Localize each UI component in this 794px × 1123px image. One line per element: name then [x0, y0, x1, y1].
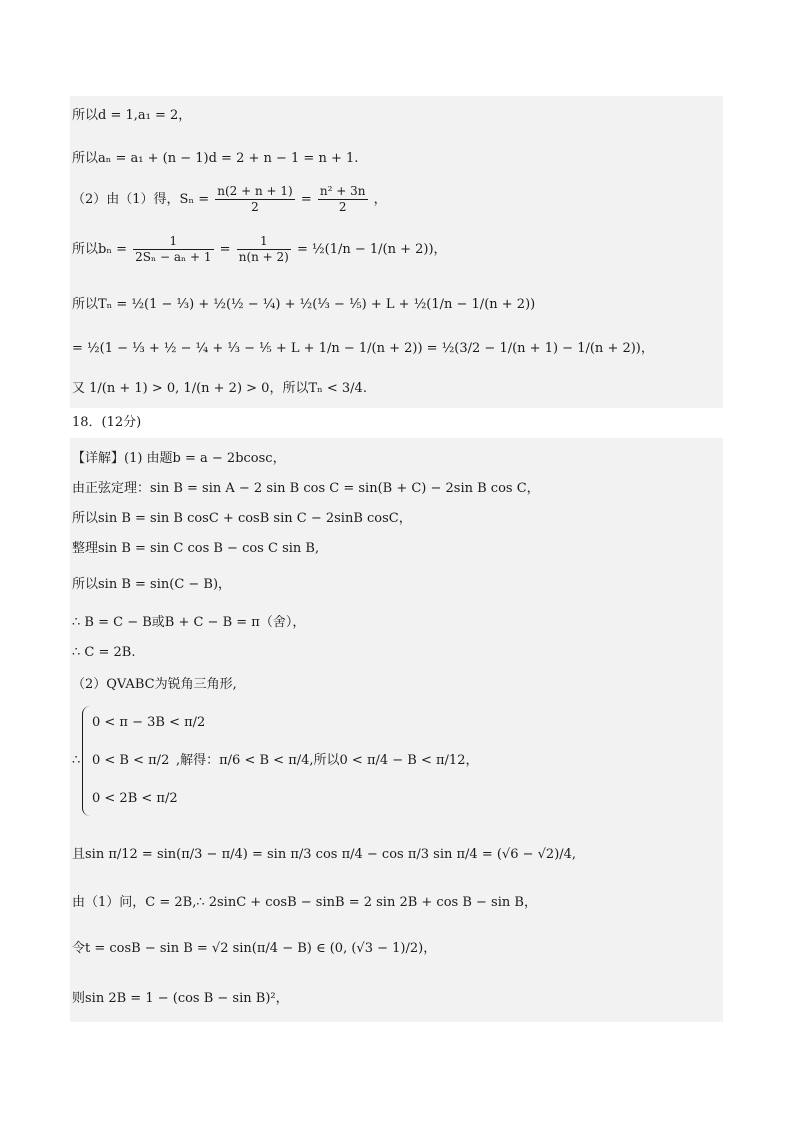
sn-fraction-1-num: n(2 + n + 1) — [217, 184, 293, 198]
detail-line-5: 所以sin B = sin(C − B)， — [72, 577, 232, 592]
solution-line-sn — [72, 184, 387, 215]
system-therefore: ∴ — [72, 753, 81, 768]
system-brace — [82, 706, 91, 816]
sn-fraction-1-den: 2 — [251, 200, 259, 214]
comma: ， — [373, 192, 387, 207]
system-ineq-3: 0 < 2B < π/2 — [92, 791, 178, 806]
sn-fraction-2 — [318, 184, 368, 215]
detail-line-6: ∴ B = C − B或B + C − B = π（舍）， — [72, 615, 306, 630]
bn-fraction-1-num: 1 — [133, 234, 213, 250]
sn-fraction-2-den: 2 — [338, 200, 347, 214]
bn-fraction-2-num: 1 — [237, 234, 291, 250]
equals-sign: = — [300, 192, 312, 207]
bn-fraction-1 — [133, 234, 213, 265]
detail-line-4: 整理sin B = sin C cos B − cos C sin B, — [72, 541, 320, 556]
system-ineq-1: 0 < π − 3B < π/2 — [92, 715, 206, 730]
solution-line-bn — [72, 234, 447, 265]
bn-fraction-2 — [237, 234, 291, 265]
detail-line-12: 则sin 2B = 1 − (cos B − sin B)²， — [72, 991, 289, 1006]
equals-sign: = — [219, 242, 231, 257]
detail-line-3: 所以sin B = sin B cosC + cosB sin C − 2sinB cosC， — [72, 511, 412, 526]
solution-line-tn-telescope: = ½(1 − ⅓ + ½ − ¼ + ⅓ − ⅕ + L + 1/n − 1/(n + 2)) = ½(3/2 − 1/(n + 1) − 1/(n + 2))， — [72, 341, 654, 356]
system-result: ,解得：π/6 < B < π/4,所以0 < π/4 − B < π/12， — [176, 753, 479, 768]
detail-line-9: 且sin π/12 = sin(π/3 − π/4) = sin π/3 cos π/4 − cos π/3 sin π/4 = (√6 − √2)/4, — [72, 847, 577, 862]
detail-line-10: 由（1）问，C = 2B,∴ 2sinC + cosB − sinB = 2 sin 2B + cos B − sin B， — [72, 895, 537, 910]
solution-line-an: 所以aₙ = a₁ + (n − 1)d = 2 + n − 1 = n + 1. — [72, 151, 359, 166]
system-ineq-2: 0 < B < π/2 — [92, 753, 170, 768]
detail-line-1: 【详解】(1) 由题b = a − 2bcosc， — [72, 451, 286, 466]
solution-line-d-a1: 所以d = 1,a₁ = 2， — [72, 108, 192, 123]
bn-fraction-2-den: n(n + 2) — [238, 250, 289, 264]
bn-prefix: 所以bₙ = — [72, 242, 127, 257]
detail-line-11: 令t = cosB − sin B = √2 sin(π/4 − B) ∈ (0, (√3 − 1)/2)， — [72, 941, 437, 956]
solution-line-tn-sum: 所以Tₙ = ½(1 − ⅓) + ½(½ − ¼) + ½(⅓ − ⅕) + L + ½(1/n − 1/(n + 2)) — [72, 297, 536, 312]
question-18-heading: 18．(12分) — [72, 415, 142, 430]
sn-prefix: （2）由（1）得，Sₙ = — [72, 192, 210, 207]
detail-line-7: ∴ C = 2B. — [72, 645, 136, 660]
solution-line-tn-bound: 又 1/(n + 1) > 0, 1/(n + 2) > 0，所以Tₙ < 3/4. — [72, 381, 367, 396]
bn-fraction-1-den: 2Sₙ − aₙ + 1 — [135, 250, 212, 264]
detail-line-8: （2）QVABC为锐角三角形, — [72, 677, 237, 692]
detail-line-2: 由正弦定理：sin B = sin A − 2 sin B cos C = sin(B + C) − 2sin B cos C， — [72, 481, 540, 496]
bn-tail: = ½(1/n − 1/(n + 2))， — [297, 242, 447, 257]
sn-fraction-2-num: n² + 3n — [319, 184, 366, 198]
sn-fraction-1 — [215, 184, 294, 215]
